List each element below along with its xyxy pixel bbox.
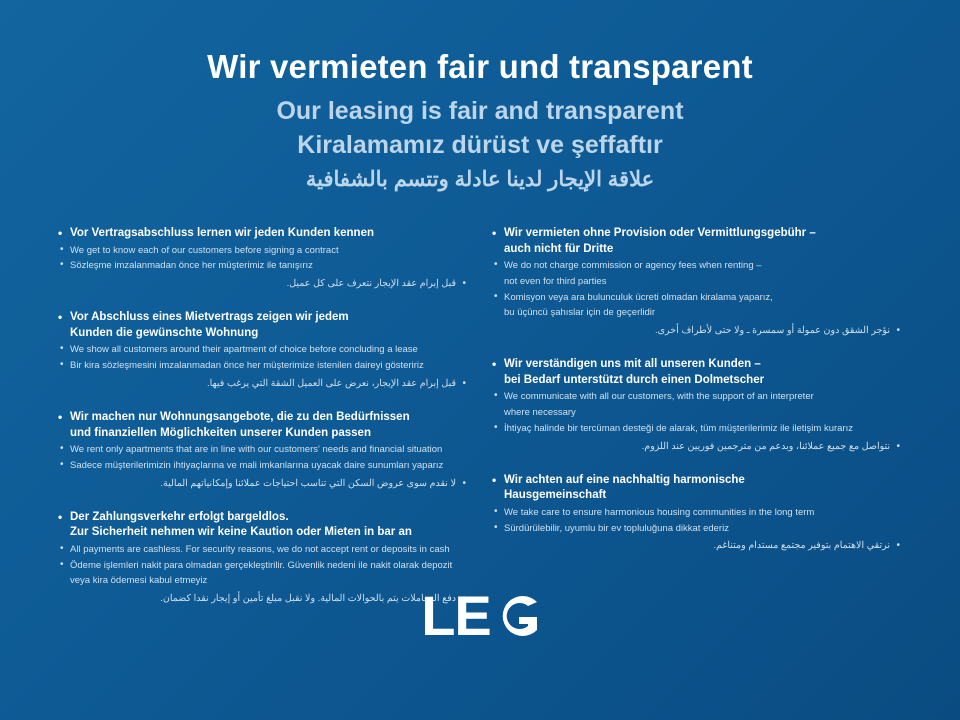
block-line: • Komisyon veya ara bulunculuk ücreti olmadan kiralama yaparız, [492, 291, 902, 305]
block-title [492, 357, 902, 388]
block-title [492, 473, 902, 504]
block-line-arabic: • قبل إبرام عقد الإيجار، نعرض على العميل الشقة التي يرغب فيها. [58, 377, 468, 391]
block-line: • We rent only apartments that are in line with our customers' needs and financial situation [58, 443, 468, 457]
block-line-arabic: • قبل إبرام عقد الإيجار نتعرف على كل عميل. [58, 277, 468, 291]
list-item [492, 473, 902, 554]
column-left [58, 226, 468, 626]
block-line: bu üçüncü şahıslar için de geçerlidir [504, 307, 656, 319]
block-line-arabic: • دفع المعاملات يتم بالحوالات المالية. ولا نقبل مبلغ تأمين أو إيجار نقدا كضمان. [58, 592, 468, 606]
block-title [58, 310, 468, 341]
list-item [58, 410, 468, 491]
logo-text [421, 584, 539, 647]
block-title-line2: Hausgemeinschaft [504, 489, 607, 502]
block-line: veya kira ödemesi kabul etmeyiz [70, 575, 208, 587]
list-item [58, 226, 468, 291]
block-line: • Sadece müşterilerimizin ihtiyaçlarına ve mali imkanlarına uyacak daire sunumları yaparız [58, 459, 468, 473]
block-title-line1: Wir vermieten ohne Provision oder Vermittlungsgebühr – [504, 227, 816, 239]
block-title-line1: Wir machen nur Wohnungsangebote, die zu den Bedürfnissen [70, 411, 410, 424]
content-columns [0, 226, 960, 626]
block-line: • We communicate with all our customers, with the support of an interpreter [492, 390, 902, 404]
block-line-arabic: • لا نقدم سوى عروض السكن التي تناسب احتياجات عملائنا وإمكانياتهم المالية. [58, 477, 468, 491]
block-line: • İhtiyaç halinde bir tercüman desteği de alarak, tüm müşterilerimiz ile iletişim kurarız [492, 422, 902, 436]
block-line-arabic: • نرتقي الاهتمام بتوفير مجتمع مستدام ومتناغم. [492, 539, 902, 553]
block-title-line1: Wir verständigen uns mit all unseren Kunden – [504, 358, 761, 371]
block-title [58, 226, 468, 242]
block-title-line1: Wir achten auf eine nachhaltig harmonische [504, 473, 745, 486]
page-title-de: Wir vermieten fair und transparent [207, 48, 753, 85]
block-title [58, 410, 468, 441]
logo-letters: LE [421, 584, 491, 647]
list-item [492, 357, 902, 454]
block-title-line2: Kunden die gewünschte Wohnung [70, 326, 259, 339]
block-title-line2: und finanziellen Möglichkeiten unserer Kunden passen [70, 426, 371, 439]
block-title-line2: auch nicht für Dritte [504, 242, 614, 255]
page-title-en: Our leasing is fair and transparent [276, 96, 684, 125]
block-title-line2: Zur Sicherheit nehmen wir keine Kaution oder Mieten in bar an [70, 526, 412, 539]
column-right [492, 226, 902, 626]
block-line: • We take care to ensure harmonious housing communities in the long term [492, 506, 902, 520]
block-line: • Sürdürülebilir, uyumlu bir ev topluluğuna dikkat ederiz [492, 522, 902, 536]
block-title [492, 226, 902, 257]
block-line: • Sözleşme imzalanmadan önce her müşterimiz ile tanışırız [58, 259, 468, 273]
leg-logo [0, 584, 960, 647]
block-line: not even for third parties [504, 275, 607, 287]
list-item [492, 226, 902, 338]
page-title-tr: Kiralamamız dürüst ve şeffaftır [297, 130, 663, 159]
block-line: • We get to know each of our customers before signing a contract [58, 244, 468, 258]
block-title-line1: Vor Abschluss eines Mietvertrags zeigen wir jedem [70, 311, 349, 324]
block-line: where necessary [504, 407, 576, 419]
block-line: • We do not charge commission or agency fees when renting – [492, 259, 902, 273]
block-line-arabic: • نتواصل مع جميع عملائنا، وبدعم من مترجمين فوريين عند اللزوم. [492, 440, 902, 454]
headings-group [0, 0, 960, 193]
list-item [58, 310, 468, 391]
block-title [58, 510, 468, 541]
page-title-ar: علاقة الإيجار لدينا عادلة وتتسم بالشفافية [305, 167, 655, 191]
block-line: • Bir kira sözleşmesini imzalanmadan önce her müşterimize istenilen daireyi gösteririz [58, 359, 468, 373]
block-line: • All payments are cashless. For security reasons, we do not accept rent or deposits in cash [58, 543, 468, 557]
logo-g-icon [493, 593, 539, 639]
block-line: • Ödeme işlemleri nakit para olmadan gerçekleştirilir. Güvenlik nedeni ile nakit olarak depozit [58, 559, 468, 573]
block-title-line2: bei Bedarf unterstützt durch einen Dolmetscher [504, 373, 765, 386]
block-line-arabic: • نؤجر الشقق دون عمولة أو سمسرة ـ ولا حتى لأطراف أخرى. [492, 324, 902, 338]
block-title-line1: Vor Vertragsabschluss lernen wir jeden Kunden kennen [70, 227, 374, 239]
block-line: • We show all customers around their apartment of choice before concluding a lease [58, 343, 468, 357]
block-title-line1: Der Zahlungsverkehr erfolgt bargeldlos. [70, 510, 289, 523]
